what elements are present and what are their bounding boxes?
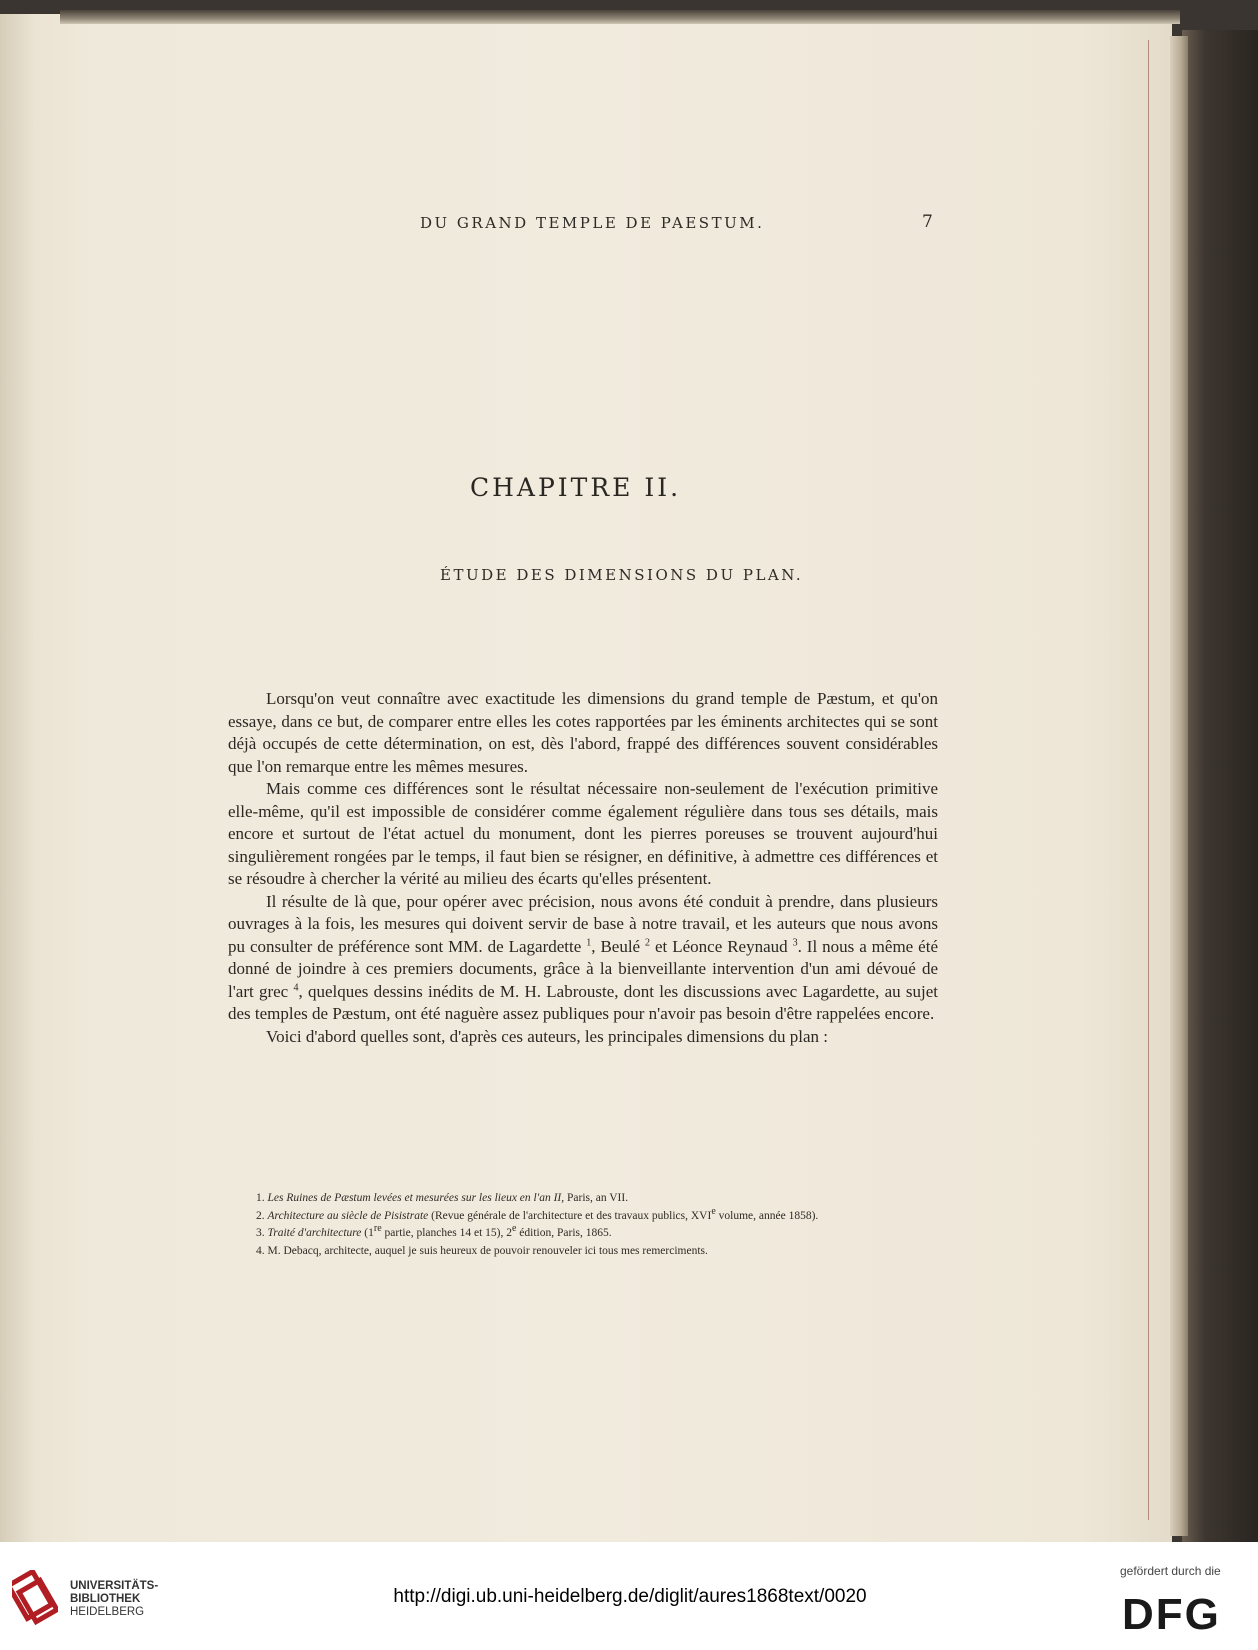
chapter-title: CHAPITRE II. <box>470 473 682 502</box>
library-name-line1: UNIVERSITÄTS- <box>70 1580 159 1592</box>
text-run: Mais comme ces différences sont le résultat nécessaire non-seulement de l'exécution primitive elle-même, qu'il est impossible de considérer comme également régulière dans tous ses détails, mais encore et surtout de l'état actuel du monument, dont les pierres poreuses se trouvent aujourd'hui singulièrement rongées par le temps, il faut bien se résigner, en définitive, à admettre ces différences et se résoudre à chercher la vérité au milieu des écarts qu'elles présentent. <box>228 779 938 888</box>
text-run: , Beulé <box>591 936 646 956</box>
chapter-subtitle: ÉTUDE DES DIMENSIONS DU PLAN. <box>440 566 804 584</box>
library-name-line3: HEIDELBERG <box>70 1606 145 1618</box>
paragraph <box>228 891 938 1026</box>
page-number: 7 <box>922 212 933 232</box>
footnote <box>228 1225 938 1243</box>
footnote <box>228 1190 938 1208</box>
permalink-url[interactable]: http://digi.ub.uni-heidelberg.de/diglit/aures1868text/0020 <box>393 1586 867 1607</box>
text-run: Voici d'abord quelles sont, d'après ces auteurs, les principales dimensions du plan : <box>266 1026 828 1046</box>
text-run: volume, année 1858). <box>715 1209 819 1222</box>
paragraph <box>228 778 938 891</box>
text-run: . Il nous a même été donné de joindre à ces premiers documents, grâce à la bienveillante intervention d'un ami dévoué de l'art grec <box>228 936 938 1001</box>
book-cover-edge <box>1182 30 1258 1542</box>
footnote <box>228 1205 938 1226</box>
footnote-marker: re <box>373 1223 382 1235</box>
library-name-line2: BIBLIOTHEK <box>70 1593 141 1605</box>
text-run: 3. <box>256 1227 268 1239</box>
page-edges <box>1170 36 1188 1536</box>
text-run: édition, Paris, 1865. <box>516 1227 612 1239</box>
text-run: Il résulte de là que, pour opérer avec précision, nous avons été conduit à prendre, dans plusieurs ouvrages à la fois, les mesures qui doivent servir de base à notre travail, et les auteurs que nous avons pu consulter de préférence sont MM. de Lagardette <box>228 891 938 956</box>
text-run: Paris, an VII. <box>564 1192 629 1204</box>
footnote-marker: e <box>711 1205 716 1217</box>
text-run: 4. M. Debacq, architecte, auquel je suis heureux de pouvoir renouveler ici tous mes remerciments. <box>256 1244 708 1257</box>
paragraph <box>228 688 938 778</box>
running-head: DU GRAND TEMPLE DE PAESTUM. <box>420 214 765 232</box>
text-run: 2. <box>256 1209 268 1222</box>
cited-title: Les Ruines de Pæstum levées et mesurées sur les lieux en l'an II, <box>267 1192 565 1204</box>
library-name[interactable] <box>70 1580 158 1619</box>
cited-title: Traité d'architecture <box>267 1227 362 1239</box>
text-run: et Léonce Reynaud <box>650 936 793 956</box>
paragraph <box>228 1026 938 1049</box>
footnotes <box>228 1190 938 1260</box>
text-run: , quelques dessins inédits de M. H. Labrouste, dont les discussions avec Lagardette, au sujet des temples de Pæstum, ont été naguère assez publiques pour n'avoir pas besoin d'être rappelées encore. <box>228 981 938 1023</box>
funding-note: gefördert durch die <box>1120 1564 1221 1578</box>
footnote-marker: 2 <box>645 936 651 948</box>
footnote-marker: 1 <box>586 936 592 948</box>
footnote <box>228 1243 938 1261</box>
cited-title: Architecture au siècle de Pisistrate <box>267 1209 429 1222</box>
ruled-margin-line <box>1148 40 1149 1520</box>
text-run: (1 <box>361 1227 374 1239</box>
page-top-edge <box>60 10 1180 24</box>
text-run: Lorsqu'on veut connaître avec exactitude les dimensions du grand temple de Pæstum, et qu'on essaye, dans ce but, de comparer entre elles les cotes rapportées par les éminents architectes qui se sont déjà occupés de cette détermination, on est, dès l'abord, frappé des différences souvent considérables que l'on remarque entre les mêmes mesures. <box>228 689 938 776</box>
viewer-footer <box>0 1542 1258 1650</box>
text-run: 1. <box>256 1192 268 1204</box>
text-run: (Revue générale de l'architecture et des travaux publics, XVI <box>428 1209 712 1222</box>
text-run: partie, planches 14 et 15), 2 <box>381 1227 512 1239</box>
body-text <box>228 688 938 1048</box>
footnote-marker: e <box>511 1223 517 1235</box>
ub-heidelberg-logo-icon <box>12 1570 58 1626</box>
footnote-marker: 3 <box>792 936 798 948</box>
dfg-logo-icon[interactable]: DFG <box>1122 1590 1221 1639</box>
footnote-marker: 4 <box>293 981 299 993</box>
